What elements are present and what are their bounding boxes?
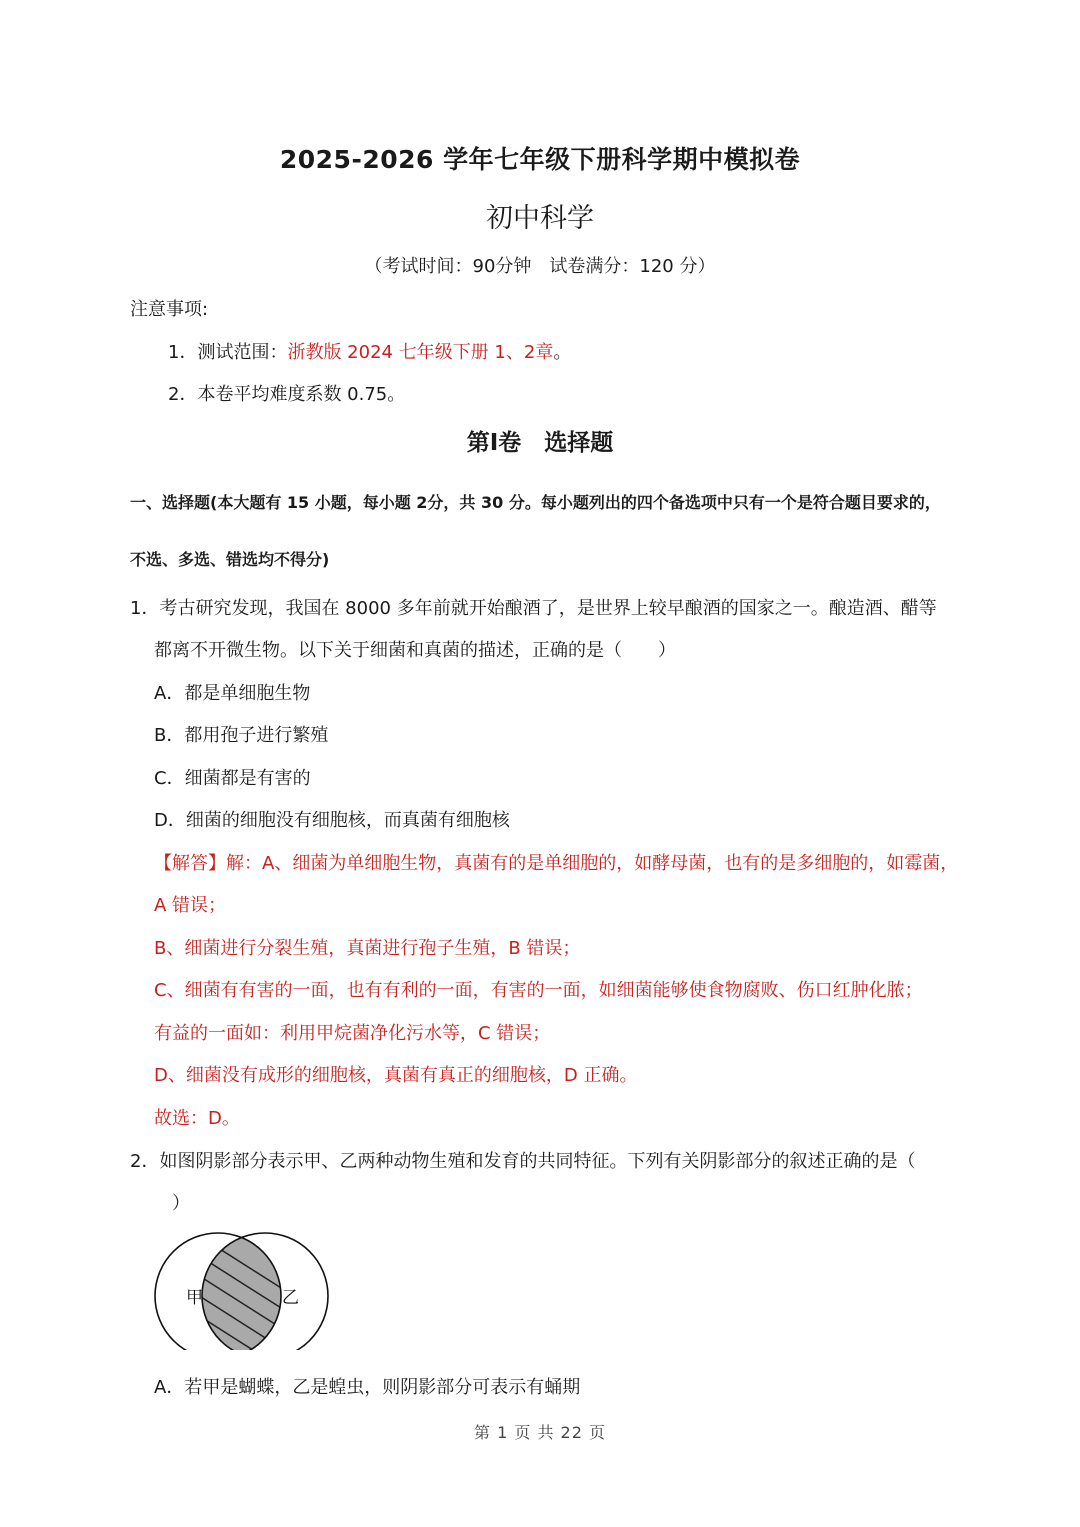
test-scope: 浙教版 2024 七年级下册 1、2章	[287, 342, 554, 363]
section-instruction-line-1: 一、选择题(本大题有 15 小题，每小题 2分，共 30 分。每小题列出的四个备选项中只有一个是符合题目要求的，	[130, 493, 941, 512]
q1-option-c: C．细菌都是有害的	[154, 768, 311, 789]
q1-option-a: A．都是单细胞生物	[154, 683, 311, 704]
exam-info: （考试时间：90分钟 试卷满分：120 分）	[364, 256, 716, 277]
q2-stem-line-1: 2．如图阴影部分表示甲、乙两种动物生殖和发育的共同特征。下列有关阴影部分的叙述正确的是（	[130, 1151, 916, 1172]
notice-item-1	[168, 338, 571, 364]
notice-heading: 注意事项:	[130, 299, 209, 320]
section-instruction-line-2: 不选、多选、错选均不得分)	[130, 550, 330, 569]
notice-item-1-suffix: 。	[553, 342, 572, 363]
q1-answer-line-6: D、细菌没有成形的细胞核，真菌有真正的细胞核，D 正确。	[154, 1065, 638, 1086]
q2-option-a: A．若甲是蝴蝶，乙是蝗虫，则阴影部分可表示有蛹期	[154, 1377, 581, 1398]
q1-answer-line-3: B、细菌进行分裂生殖，真菌进行孢子生殖，B 错误；	[154, 938, 581, 959]
exam-subtitle: 初中科学	[486, 203, 594, 234]
page-number: 第 1 页 共 22 页	[474, 1423, 606, 1442]
section-title: 第Ⅰ卷 选择题	[466, 430, 614, 456]
q1-stem-line-1: 1．考古研究发现，我国在 8000 多年前就开始酿酒了，是世界上较早酿酒的国家之一。酿造酒、醋等	[130, 598, 937, 619]
notice-item-2: 2．本卷平均难度系数 0.75。	[168, 384, 406, 405]
exam-title: 2025-2026 学年七年级下册科学期中模拟卷	[279, 145, 801, 174]
q1-option-b: B．都用孢子进行繁殖	[154, 725, 329, 746]
q1-answer-line-7: 故选：D。	[154, 1108, 240, 1129]
venn-diagram	[150, 1230, 335, 1350]
q1-answer-line-2: A 错误；	[154, 895, 227, 916]
q1-option-d: D．细菌的细胞没有细胞核，而真菌有细胞核	[154, 810, 510, 831]
q1-answer-line-4: C、细菌有有害的一面，也有有利的一面，有害的一面，如细菌能够使食物腐败、伤口红肿化脓；	[154, 980, 923, 1001]
q1-stem-line-2: 都离不开微生物。以下关于细菌和真菌的描述，正确的是（ ）	[154, 640, 676, 661]
venn-label-right: 乙	[282, 1288, 299, 1308]
q1-answer-line-1: 【解答】解：A、细菌为单细胞生物，真菌有的是单细胞的，如酵母菌，也有的是多细胞的，如霉菌，	[154, 853, 959, 874]
q1-answer-line-5: 有益的一面如：利用甲烷菌净化污水等，C 错误；	[154, 1023, 551, 1044]
venn-label-left: 甲	[186, 1288, 203, 1308]
q2-stem-line-2: ）	[172, 1193, 190, 1214]
notice-item-1-prefix: 1．测试范围：	[168, 342, 288, 363]
